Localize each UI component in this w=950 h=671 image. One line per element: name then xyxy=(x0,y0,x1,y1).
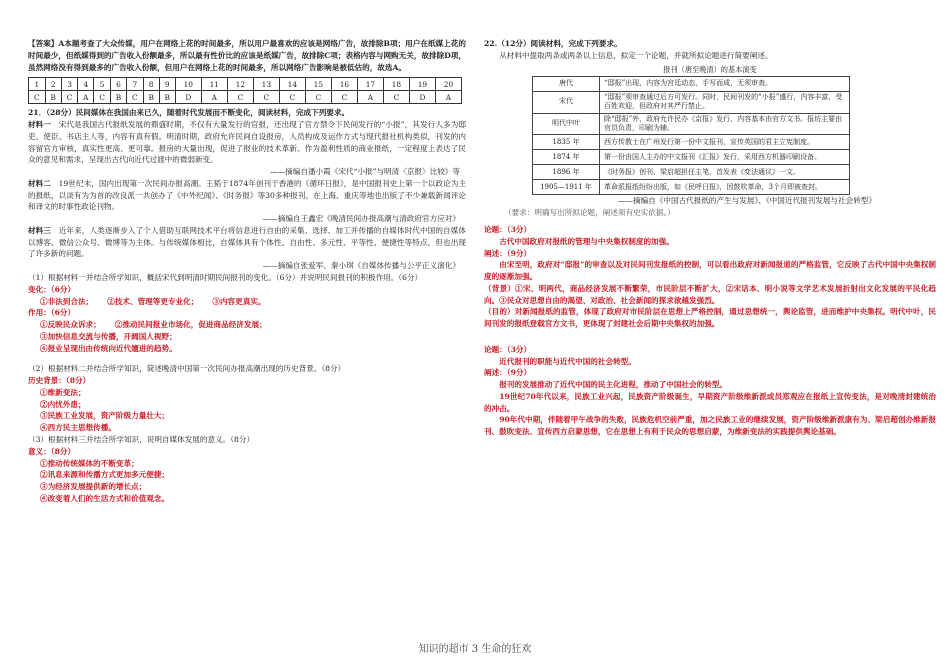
history-table xyxy=(532,76,850,196)
answer-letter-cell: C xyxy=(61,91,78,104)
answer-letter-cell: C xyxy=(331,91,357,104)
answer-number-cell: 12 xyxy=(227,78,253,91)
answer-letter-cell: D xyxy=(409,91,435,104)
answer-table xyxy=(28,77,462,104)
history-era-cell: 唐代 xyxy=(533,76,600,91)
answer-number-cell: 7 xyxy=(126,78,143,91)
history-table-row xyxy=(533,150,850,165)
material-3-text: 近年来，人类逐渐步入了个人借助互联网技术平台将信息进行自由的采集、选择、加工并传播的自媒体时代中国的自媒体以博客、微信公众号、微博等为主体。与传统媒体相比，自媒体具有个体性、自由性、多元性、平等性、便捷性等特点，但也出现了许多新的问题。 xyxy=(28,225,467,259)
background-item: ③民族工业发展，资产阶级力量壮大； xyxy=(40,411,170,421)
answer-letter-cell: A xyxy=(357,91,383,104)
explain-1-paragraph: （背景）①宋、明两代，商品经济发展不断繁荣，市民阶层不断扩大，②宋话本、明小说等文学艺术发展折射出文化发展的平民化趋向。③民众对思想自由的渴望、对政治、社会新闻的探求欲越发强烈。 xyxy=(484,283,936,305)
thesis-2-label: 论题：（3分） xyxy=(484,344,532,354)
material-1 xyxy=(28,119,466,166)
answer-number-cell: 18 xyxy=(383,78,409,91)
answer-number-cell: 9 xyxy=(159,78,175,91)
answer-letter-cell: D xyxy=(175,91,201,104)
answer-paragraph xyxy=(28,38,466,73)
thesis-2-text: 近代报刊的职能与近代中国的社会转型。 xyxy=(499,356,636,366)
answer-number-cell: 5 xyxy=(94,78,111,91)
effect-item: ③加快信息交流与传播，开阔国人视野； xyxy=(40,331,177,341)
history-era-cell: 1874 年 xyxy=(533,150,600,165)
history-era-cell: 1896 年 xyxy=(533,165,600,180)
explain-2-paragraph: 19世纪70年代以来，民族工业兴起，民族资产阶级诞生，早期资产阶级维新派或员郑观应在报纸上宣传变法，是对晚清封建统治的冲击。 xyxy=(484,391,936,413)
history-desc-cell: 革命派报纸纷纷出版，如《民呼日报》，因鼓吹革命，3个月即被查封。 xyxy=(600,180,850,195)
meaning-item: ④改变着人们的生活方式和价值观念。 xyxy=(40,493,170,503)
material-1-text: 宋代是我国古代报纸发展的鼎盛时期，不仅有大量发行的官报，还出现了官方禁令下民间发行的“小报”，其发行人多为邸吏、使臣、书店主人等，内容有真有假。明清时期，政府允许民间自设报房，人员构成及运作方式与现代报社机构类似，刊发的内容留官方审核，真实性更高、更可靠。报房的大量出现，促进了报业的技术革新。作为盈利性质的商业报纸，一定程度上表达了民众的意见和需求，呈现出古代向近代过渡中的微弱新变。 xyxy=(28,120,467,165)
right-column xyxy=(484,38,936,438)
material-3-label: 材料三 xyxy=(28,225,52,235)
explain-1-paragraph: （目的）对新闻报纸的监管，体现了政府对市民阶层在思想上严格控制，通过思想统一，舆论监管，进而维护中央集权。明代中叶，民间刊发的报纸登载官方文书，更体现了封建社会后期中央集权的加强。 xyxy=(484,307,936,329)
history-table-row xyxy=(533,135,850,150)
history-era-cell: 宋代 xyxy=(533,91,600,113)
answer-letter-cell: C xyxy=(126,91,143,104)
answer-letter-cell: C xyxy=(253,91,279,104)
answer-number-cell: 14 xyxy=(279,78,305,91)
history-table-row xyxy=(533,113,850,135)
answer-letter-cell: B xyxy=(159,91,175,104)
material-3 xyxy=(28,225,466,260)
history-table-body xyxy=(533,76,850,195)
answer-number-cell: 17 xyxy=(357,78,383,91)
history-table-source: ——摘编自《中国古代报纸的产生与发展》、《中国近代报刊发展与社会转型》 xyxy=(617,196,876,206)
change-label: 变化：（6分） xyxy=(28,284,76,294)
answer-letter-cell: C xyxy=(29,91,46,104)
material-3-source: ——摘编自张爱军、秦小琪《自媒体传播与公平正义演化》 xyxy=(262,261,460,271)
answer-number-cell: 3 xyxy=(61,78,78,91)
explain-1-paragraph: 由宋至明，政府对“邸报”的审查以及对民间刊发报纸的控制，可以看出政府对新闻报道的严格监管，它反映了古代中国中央集权制度的逐渐加强。 xyxy=(484,260,936,282)
q21-heading: 21．（28分）民间媒体在我国由来已久，随着时代发展而不断变化，阅读材料，完成下列要求。 xyxy=(28,108,350,118)
answer-number-cell: 10 xyxy=(175,78,201,91)
answer-number-cell: 6 xyxy=(110,78,126,91)
answer-letter-cell: C xyxy=(383,91,409,104)
change-item: ①非法到合法； xyxy=(40,296,90,306)
effect-item: ②推动民间报业市场化，促进商品经济发展； xyxy=(114,320,267,330)
answer-letter-cell: B xyxy=(45,91,61,104)
answer-number-cell: 16 xyxy=(331,78,357,91)
meaning-item: ③为经济发展提供新的增长点； xyxy=(40,482,147,492)
history-table-row xyxy=(533,180,850,195)
history-table-caption: 报刊（唐至晚清）的基本演变 xyxy=(663,64,757,74)
history-era-cell: 1835 年 xyxy=(533,135,600,150)
material-1-label: 材料一 xyxy=(28,120,52,130)
history-desc-cell: 第一份由国人主办的中文报刊《汇报》发行，采用西方机器印刷设备。 xyxy=(600,150,850,165)
requirement-note: （要求：明确写出所拟论题，阐述须有史实依据。） xyxy=(504,208,675,218)
answer-letter-cell: C xyxy=(94,91,111,104)
history-desc-cell: 除“邸报”外，政府允许民办《京报》发行，内容基本由官方文书。报坊主要由官员负责，印刷为辅。 xyxy=(600,113,850,135)
background-item: ②内忧外患； xyxy=(40,399,86,409)
explain-1-label: 阐述：（9分） xyxy=(484,248,532,258)
effect-item: ①反映民众诉求； xyxy=(40,320,97,330)
answer-number-cell: 1 xyxy=(29,78,46,91)
explain-2-paragraph: 90年代中期，伴随着甲午战争的失败，民族危机空前严重，加之民族工业的继续发展，资产阶级维新派康有为、梁启超创办维新报刊、鼓吹变法、宣传西方启蒙思想，它在思想上有利于民众的思想启蒙，为维新变法的实践提供舆论基础。 xyxy=(484,415,936,437)
thesis-1-text: 古代中国政府对报纸的管理与中央集权制度的加强。 xyxy=(499,236,674,246)
explain-2-paragraph: 报刊的发展推动了近代中国的民主化进程，推动了中国社会的转型。 xyxy=(499,380,727,390)
answer-number-cell: 11 xyxy=(201,78,227,91)
answer-text: 本题考查了大众传媒，用户在网络上花的时间最多，所以用户最喜欢的应该是网络广告，故排除B项；用户在纸媒上花的时间最少，但纸媒得到的广告收入份额最多，所以最有性价比的应该是纸媒广告，故排除C项；表格内容与网购无关，故排除D项，虽然网络没有得到最多的广告收入份额，但用户在网络上花的时间最多，所以网络广告影响是被低估的，故选A。 xyxy=(28,39,466,72)
answer-number-cell: 20 xyxy=(435,78,461,91)
q22-intro: 从材料中提取两条或两条以上信息，拟定一个论题，并就所拟论题进行简要阐述。 xyxy=(499,50,773,60)
answer-letter-cell: B xyxy=(143,91,159,104)
meaning-label: 意义：（8分） xyxy=(28,446,76,456)
answer-number-cell: 13 xyxy=(253,78,279,91)
history-desc-cell: “邸报”须审查通过后方可发行。同时，民间刊发的“小报”盛行，内容丰富，受百姓欢迎，但政府对其严行禁止。 xyxy=(600,91,850,113)
meaning-item: ①推动传统媒体的不断变革； xyxy=(40,458,139,468)
material-2-text: 19世纪末，国内出现第一次民间办报高潮。王韬于1874年创刊于香港的《循环日报》，是中国报刊史上第一个以政论为主的报纸，以谈有为为首的改良派一共创办了《中外纪闻》、《时务报》等30多种报刊。在上海、重庆等地也出版了不少兼载新闻评论和译文的时事性政论刊物。 xyxy=(28,178,467,212)
answer-number-cell: 8 xyxy=(143,78,159,91)
answer-letter-cell: B xyxy=(110,91,126,104)
answer-number-cell: 19 xyxy=(409,78,435,91)
effect-label: 作用：（6分） xyxy=(28,308,76,318)
material-2-source: ——摘编自王鑫宏《晚清民间办报高潮与清政府官方应对》 xyxy=(262,214,460,224)
explain-2-label: 阐述：（9分） xyxy=(484,368,532,378)
history-desc-cell: 《时务报》创刊，梁启超担任主笔，首发表《变法通议》一文。 xyxy=(600,165,850,180)
page-footer: 知识的超市 3 生命的狂欢 xyxy=(418,644,532,655)
left-column xyxy=(28,38,466,505)
background-label: 历史背景：（8分） xyxy=(28,376,91,386)
history-table-row xyxy=(533,91,850,113)
background-item: ④西方民主思想传播。 xyxy=(40,423,116,433)
answer-number-cell: 15 xyxy=(305,78,331,91)
effect-item: ④报业呈现出由传统向近代嬗进的趋势。 xyxy=(40,343,177,353)
change-items xyxy=(28,296,466,308)
material-1-source: ——摘编自潘小霞《宋代“小报”与明清〈京报〉比较》等 xyxy=(269,167,460,177)
thesis-1-label: 论题：（3分） xyxy=(484,224,532,234)
material-2-label: 材料二 xyxy=(28,178,51,188)
answer-letter-cell: C xyxy=(279,91,305,104)
answer-number-row xyxy=(29,78,462,91)
answer-letter-cell: C xyxy=(305,91,331,104)
background-item: ①维新变法； xyxy=(40,387,86,397)
effect-items-row xyxy=(28,319,466,331)
history-era-cell: 明代中叶 xyxy=(533,113,600,135)
change-item: ②技术、管理等更专业化； xyxy=(107,296,195,306)
change-item: ③内容更真实。 xyxy=(212,296,266,306)
answer-number-cell: 2 xyxy=(45,78,61,91)
q22-heading: 22.（12分）阅读材料，完成下列要求。 xyxy=(484,39,622,48)
question-2: （2）根据材料二并结合所学知识，简述晚清中国第一次民间办报高潮出现的历史背景。（8分） xyxy=(28,364,346,374)
material-2 xyxy=(28,178,466,213)
answer-letter-cell: C xyxy=(227,91,253,104)
history-era-cell: 1905—1911 年 xyxy=(533,180,600,195)
history-desc-cell: 西方传教士在广州发行第一份中文报刊，宣传英国的君主立宪制度。 xyxy=(600,135,850,150)
answer-letter-cell: A xyxy=(435,91,461,104)
question-1: （1）根据材料一并结合所学知识，概括宋代到明清时期民间报刊的变化。（6分）并说明民间报刊的积极作用。（6分） xyxy=(28,273,423,283)
question-3: （3）根据材料三并结合所学知识，说明自媒体发展的意义。（8分） xyxy=(28,434,255,444)
history-table-row xyxy=(533,76,850,91)
answer-letter-cell: A xyxy=(201,91,227,104)
meaning-item: ②讯息来源和传播方式更加多元便捷； xyxy=(40,470,170,480)
history-desc-cell: “邸报”出现，内容为宫廷动态，手写而成，无须审查。 xyxy=(600,76,850,91)
answer-letter-cell: A xyxy=(78,91,94,104)
answer-letter-row xyxy=(29,91,462,104)
answer-number-cell: 4 xyxy=(78,78,94,91)
history-table-row xyxy=(533,165,850,180)
answer-head: 【答案】A xyxy=(28,39,65,48)
